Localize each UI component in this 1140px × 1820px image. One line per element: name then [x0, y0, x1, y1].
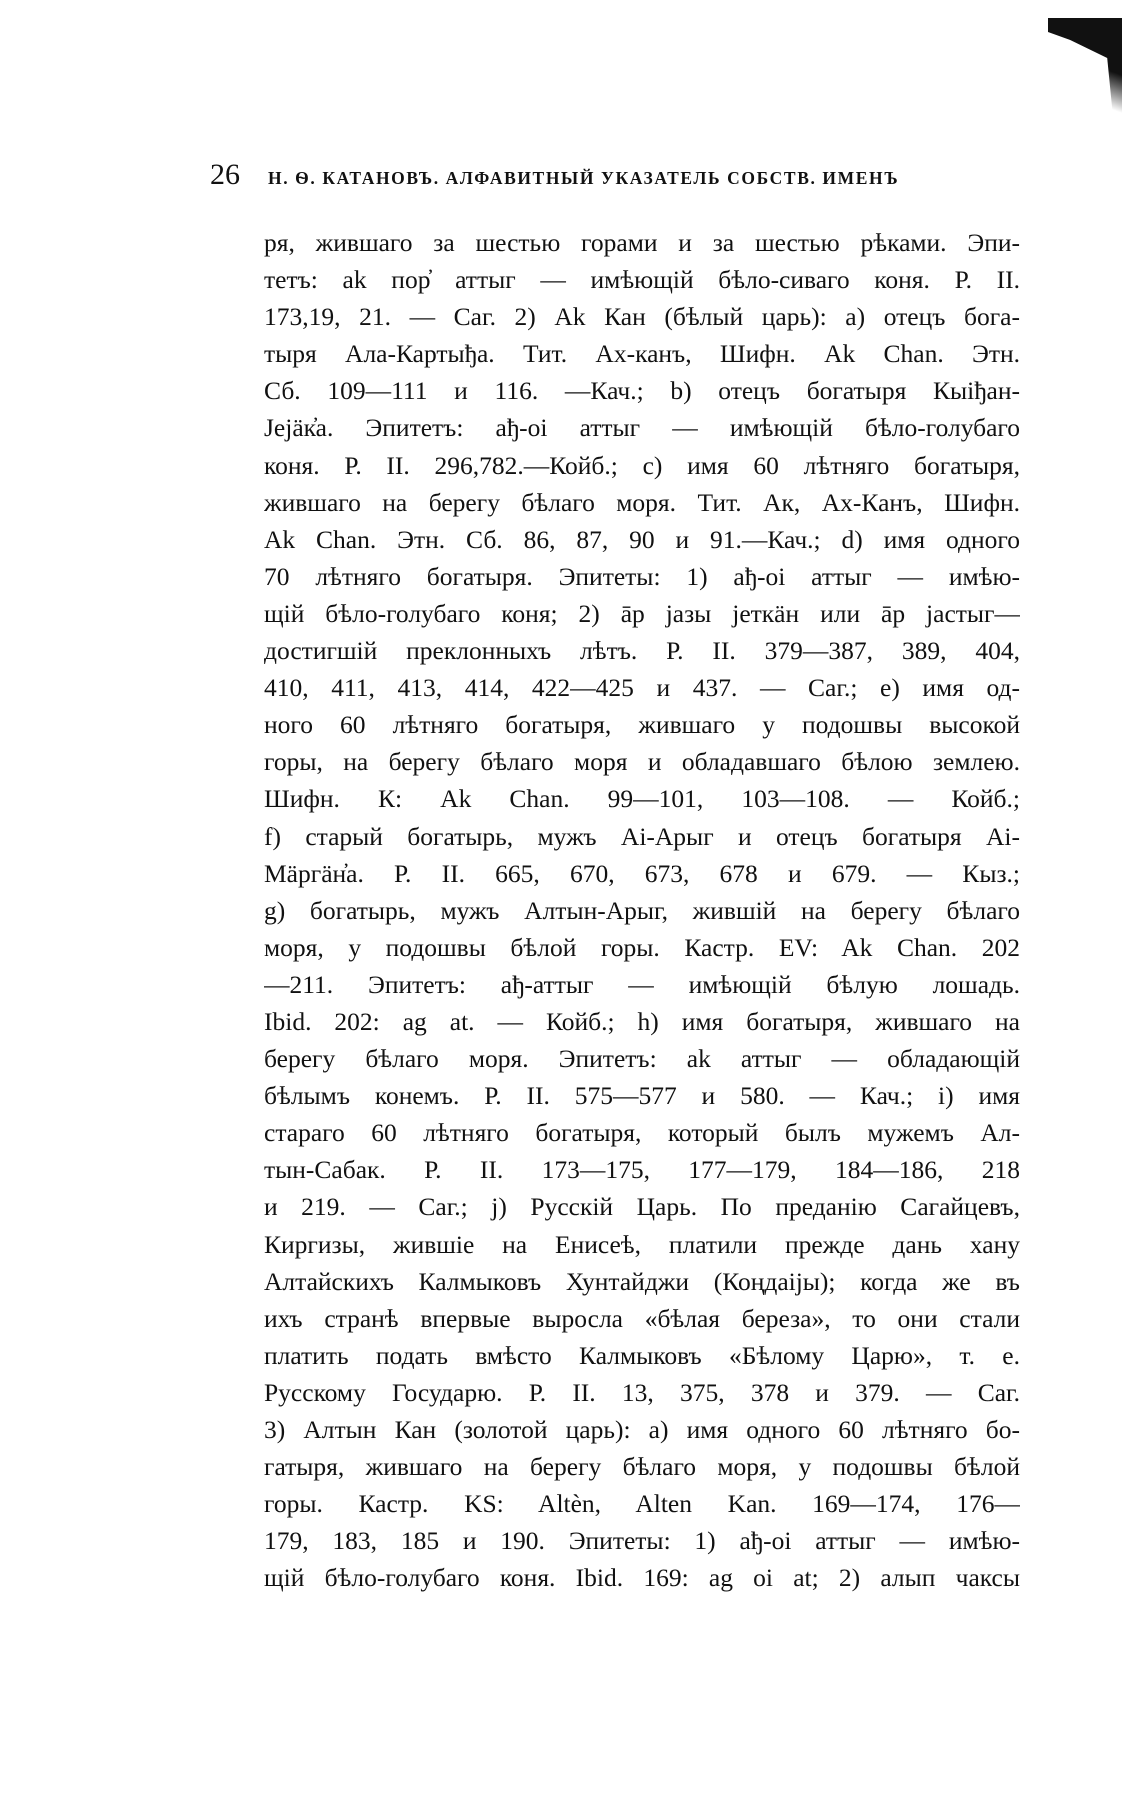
text-line: моря, у подошвы бѣлой горы. Кастр. EV: Ak Chan. 202: [264, 932, 1020, 962]
text-line: горы. Кастр. KS: Altèn, Alten Kan. 169—174, 176—: [264, 1489, 1020, 1519]
text-line: f) старый богатырь, мужъ Аі-Арыг и отецъ богатыря Аі-: [264, 821, 1020, 851]
text-line: достигшій преклонныхъ лѣтъ. Р. II. 379—387, 389, 404,: [264, 636, 1020, 666]
text-line: щій бѣло-голубаго коня. Ibid. 169: ag oi at; 2) алып чаксы: [264, 1563, 1020, 1593]
text-line: щій бѣло-голубаго коня; 2) āр јазы јеткäн или āр јастыг—: [264, 598, 1020, 628]
page-number: 26: [210, 158, 240, 191]
running-title: Н. Ѳ. КАТАНОВЪ. АЛФАВИТНЫЙ УКАЗАТЕЛЬ СОБСТВ. ИМЕНЪ: [268, 168, 900, 188]
text-line: тетъ: ak пор̓ аттыг — имѣющій бѣло-сиваго коня. Р. II.: [264, 265, 1020, 295]
text-line: платить подать вмѣсто Калмыковъ «Бѣлому Царю», т. е.: [264, 1340, 1020, 1370]
text-line: Шифн. К: Ak Chan. 99—101, 103—108. — Койб.;: [264, 784, 1020, 814]
text-line: тыря Ала-Картыђа. Тит. Ах-канъ, Шифн. Ak Chan. Этн.: [264, 339, 1020, 369]
text-line: Сб. 109—111 и 116. —Кач.; b) отецъ богатыря Кыiђан-: [264, 376, 1020, 406]
text-line: бѣлымъ конемъ. Р. II. 575—577 и 580. — Кач.; i) имя: [264, 1081, 1020, 1111]
text-line: ихъ странѣ впервые выросла «бѣлая береза», то они стали: [264, 1303, 1020, 1333]
text-line: стараго 60 лѣтняго богатыря, который былъ мужемъ Ал-: [264, 1118, 1020, 1148]
text-line: Мäргäн̓а. Р. II. 665, 670, 673, 678 и 679. — Кыз.;: [264, 858, 1020, 888]
text-line: тын-Сабак. Р. II. 173—175, 177—179, 184—186, 218: [264, 1155, 1020, 1185]
text-line: ного 60 лѣтняго богатыря, жившаго у подошвы высокой: [264, 710, 1020, 740]
text-line: 173,19, 21. — Саг. 2) Аk Кан (бѣлый царь): а) отецъ бога-: [264, 302, 1020, 332]
text-line: берегу бѣлаго моря. Эпитетъ: ak аттыг — обладающій: [264, 1044, 1020, 1074]
text-line: 70 лѣтняго богатыря. Эпитеты: 1) ађ-оі аттыг — имѣю-: [264, 561, 1020, 591]
text-line: и 219. — Саг.; j) Русскій Царь. По преданію Сагайцевъ,: [264, 1192, 1020, 1222]
text-line: g) богатырь, мужъ Алтын-Арыг, жившій на берегу бѣлаго: [264, 895, 1020, 925]
text-line: гатыря, жившаго на берегу бѣлаго моря, у подошвы бѣлой: [264, 1452, 1020, 1482]
text-line: Ak Chan. Этн. Сб. 86, 87, 90 и 91.—Кач.; d) имя одного: [264, 524, 1020, 554]
text-line: Русскому Государю. Р. II. 13, 375, 378 и 379. — Саг.: [264, 1377, 1020, 1407]
text-line: жившаго на берегу бѣлаго моря. Тит. Ак, Ах-Канъ, Шифн.: [264, 487, 1020, 517]
text-line: горы, на берегу бѣлаго моря и обладавшаго бѣлою землею.: [264, 747, 1020, 777]
text-line: Јејäк̓а. Эпитетъ: ађ-оi аттыг — имѣющій бѣло-голубаго: [264, 413, 1020, 443]
body-text: [264, 224, 1020, 1596]
text-line: 179, 183, 185 и 190. Эпитеты: 1) ађ-оі аттыг — имѣю-: [264, 1526, 1020, 1556]
running-head: [210, 158, 1020, 198]
text-line: Киргизы, жившіе на Енисеѣ, платили прежде дань хану: [264, 1229, 1020, 1259]
text-line: ря, жившаго за шестью горами и за шестью рѣками. Эпи-: [264, 228, 1020, 257]
text-line: —211. Эпитетъ: ађ-аттыг — имѣющій бѣлую лошадь.: [264, 969, 1020, 999]
scan-corner-shadow: [1048, 18, 1122, 118]
text-line: Алтайскихъ Калмыковъ Хунтайджи (Коңдаіјы); когда же въ: [264, 1266, 1020, 1296]
text-line: 410, 411, 413, 414, 422—425 и 437. — Саг.; е) имя од-: [264, 673, 1020, 703]
text-line: 3) Алтын Кан (золотой царь): а) имя одного 60 лѣтняго бо-: [264, 1415, 1020, 1444]
text-line: Ibid. 202: ag at. — Койб.; h) имя богатыря, жившаго на: [264, 1006, 1020, 1036]
text-line: коня. Р. II. 296,782.—Койб.; с) имя 60 лѣтняго богатыря,: [264, 450, 1020, 480]
